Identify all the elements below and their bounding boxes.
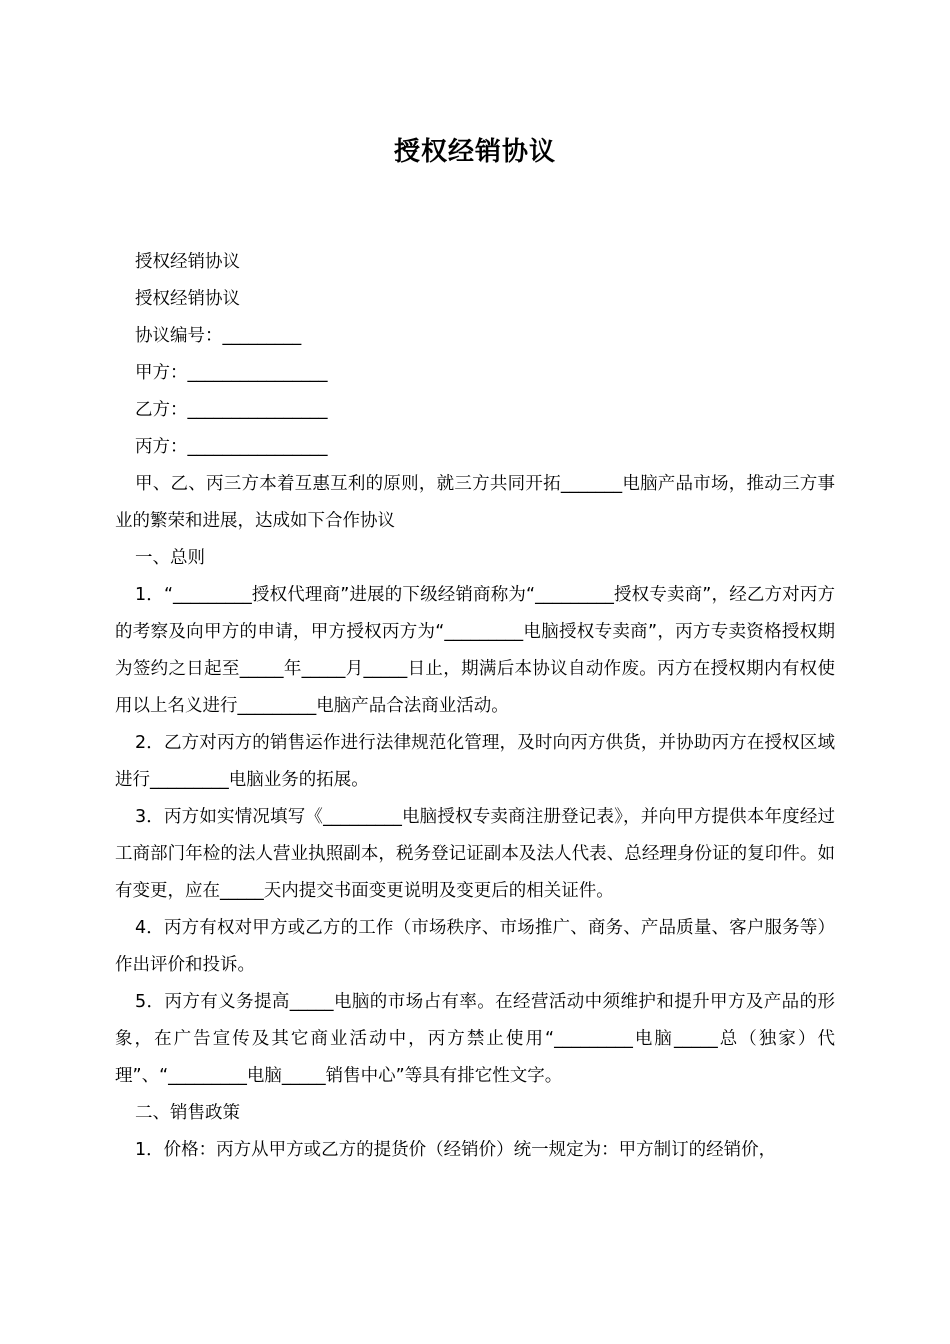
preamble-paragraph: 甲、乙、丙三方本着互惠互利的原则，就三方共同开拓_______电脑产品市场，推动三方事业的繁荣和进展，达成如下合作协议 <box>115 474 835 531</box>
header-line: 授权经销协议 <box>135 252 240 272</box>
agreement-number-line: 协议编号：_________ <box>135 326 302 346</box>
document-body <box>115 244 835 1169</box>
party-b-line: 乙方：________________ <box>135 400 328 420</box>
header-line: 授权经销协议 <box>135 289 240 309</box>
clause-paragraph: 1．“_________授权代理商”进展的下级经销商称为“_________授权专卖商”，经乙方对丙方的考察及向甲方的申请，甲方授权丙方为“_________电脑授权专卖商”，丙方专卖资格授权期为签约之日起至_____年_____月_____日止，期满后本协议自动作废。丙方在授权期内有权使用以上名义进行_________电脑产品合法商业活动。 <box>115 585 835 716</box>
party-a-line: 甲方：________________ <box>135 363 328 383</box>
clause-paragraph: 4．丙方有权对甲方或乙方的工作（市场秩序、市场推广、商务、产品质量、客户服务等）作出评价和投诉。 <box>115 918 835 975</box>
document-title: 授权经销协议 <box>393 137 556 167</box>
section-heading: 二、销售政策 <box>135 1103 240 1123</box>
section-heading: 一、总则 <box>135 548 205 568</box>
clause-paragraph: 1．价格：丙方从甲方或乙方的提货价（经销价）统一规定为：甲方制订的经销价， <box>135 1140 777 1160</box>
clause-paragraph: 3．丙方如实情况填写《_________电脑授权专卖商注册登记表》，并向甲方提供本年度经过工商部门年检的法人营业执照副本，税务登记证副本及法人代表、总经理身份证的复印件。如有变更，应在_____天内提交书面变更说明及变更后的相关证件。 <box>115 807 835 901</box>
party-c-line: 丙方：________________ <box>135 437 328 457</box>
clause-paragraph: 5．丙方有义务提高_____电脑的市场占有率。在经营活动中须维护和提升甲方及产品的形象，在广告宣传及其它商业活动中，丙方禁止使用“_________电脑_____总（独家）代理”、“_________电脑_____销售中心”等具有排它性文字。 <box>115 992 835 1086</box>
clause-paragraph: 2．乙方对丙方的销售运作进行法律规范化管理，及时向丙方供货，并协助丙方在授权区域进行_________电脑业务的拓展。 <box>115 733 835 790</box>
